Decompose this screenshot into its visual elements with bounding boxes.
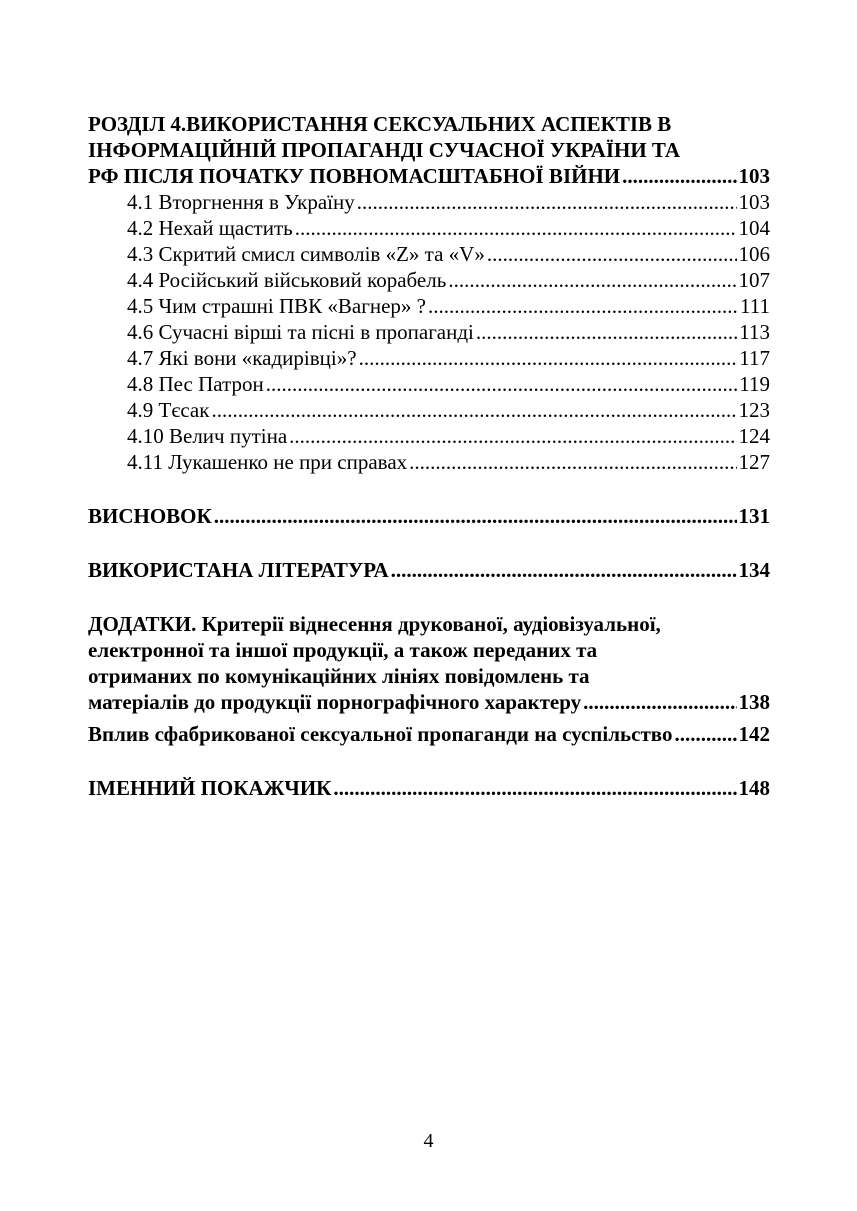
toc-section-4-5 (88, 293, 770, 319)
appendix-line-3: отриманих по комунікаційних лініях повідомлень та (88, 664, 590, 688)
leader-dots (583, 689, 736, 715)
leader-dots (476, 319, 737, 345)
toc-section-4-10 (88, 423, 770, 449)
chapter-4-title-line-1: РОЗДІЛ 4.ВИКОРИСТАННЯ СЕКСУАЛЬНИХ АСПЕКТІВ В (88, 112, 672, 136)
leader-dots (333, 775, 736, 801)
leader-dots (266, 371, 738, 397)
section-page: 123 (738, 398, 770, 422)
chapter-4-title-line-2: ІНФОРМАЦІЙНІЙ ПРОПАГАНДІ СУЧАСНОЇ УКРАЇНИ ТА (88, 138, 681, 162)
section-page: 119 (739, 372, 770, 396)
leader-dots (409, 449, 736, 475)
section-page: 106 (738, 242, 770, 266)
toc-chapter-4 (88, 111, 770, 189)
appendix-line-2: електронної та іншої продукції, а також переданих та (88, 638, 598, 662)
toc-section-4-6 (88, 319, 770, 345)
leader-dots (357, 189, 737, 215)
leader-dots (211, 397, 736, 423)
leader-dots (295, 215, 737, 241)
appendix-line-1 (88, 611, 770, 637)
section-page: 104 (738, 216, 770, 240)
section-page: 117 (739, 346, 770, 370)
literature-page: 134 (738, 558, 770, 582)
page-number: 4 (423, 1130, 434, 1152)
appendix-line-4 (88, 689, 770, 715)
leader-dots (487, 241, 737, 267)
section-title: 4.9 Тєсак (127, 398, 210, 422)
conclusion-page: 131 (738, 504, 770, 528)
section-page: 111 (740, 294, 770, 318)
toc-section-4-1 (88, 189, 770, 215)
section-page: 124 (738, 424, 770, 448)
leader-dots (214, 503, 737, 529)
influence-page: 142 (738, 722, 770, 746)
toc-section-4-4 (88, 267, 770, 293)
section-title: 4.8 Пес Патрон (127, 372, 264, 396)
leader-dots (391, 557, 737, 583)
toc-section-4-11 (88, 449, 770, 475)
index-page: 148 (738, 776, 770, 800)
appendix-page: 138 (738, 690, 770, 714)
leader-dots (674, 721, 736, 747)
toc-appendix (88, 611, 770, 715)
section-title: 4.7 Які вони «кадирівці»? (127, 346, 357, 370)
toc-section-4-3 (88, 241, 770, 267)
index-title: ІМЕННИЙ ПОКАЖЧИК (88, 776, 332, 800)
section-page: 107 (738, 268, 770, 292)
toc-section-4-9 (88, 397, 770, 423)
section-title: 4.4 Російський військовий корабель (127, 268, 447, 292)
leader-dots (448, 267, 736, 293)
leader-dots (428, 293, 738, 319)
section-title: 4.6 Сучасні вірші та пісні в пропаганді (127, 320, 474, 344)
section-page: 113 (739, 320, 770, 344)
section-title: 4.11 Лукашенко не при справах (127, 450, 408, 474)
toc-section-4-2 (88, 215, 770, 241)
section-title: 4.10 Велич путіна (127, 424, 288, 448)
section-page: 103 (738, 190, 770, 214)
leader-dots (622, 163, 736, 189)
conclusion-title: ВИСНОВОК (88, 504, 212, 528)
section-title: 4.2 Нехай щастить (127, 216, 293, 240)
leader-dots (359, 345, 738, 371)
toc-section-4-8 (88, 371, 770, 397)
section-title: 4.5 Чим страшні ПВК «Вагнер» ? (127, 294, 426, 318)
section-title: 4.1 Вторгнення в Україну (127, 190, 355, 214)
appendix-prefix: ДОДАТКИ. (88, 612, 197, 636)
section-title: 4.3 Скритий смисл символів «Z» та «V» (127, 242, 485, 266)
leader-dots (289, 423, 736, 449)
toc-section-4-7 (88, 345, 770, 371)
table-of-contents (88, 111, 770, 801)
toc-index (88, 775, 770, 801)
section-page: 127 (738, 450, 770, 474)
influence-title: Вплив сфабрикованої сексуальної пропаганди на суспільство (88, 722, 673, 746)
toc-conclusion (88, 503, 770, 529)
toc-literature (88, 557, 770, 583)
chapter-4-page: 103 (738, 164, 770, 188)
appendix-title-end: матеріалів до продукції порнографічного характеру (88, 690, 582, 714)
toc-influence (88, 721, 770, 747)
chapter-4-title-line-3 (88, 163, 770, 189)
appendix-line-1-rest: Критерії віднесення друкованої, аудіовізуальної, (196, 612, 661, 636)
literature-title: ВИКОРИСТАНА ЛІТЕРАТУРА (88, 558, 389, 582)
chapter-4-title-end: РФ ПІСЛЯ ПОЧАТКУ ПОВНОМАСШТАБНОЇ ВІЙНИ (88, 164, 621, 188)
